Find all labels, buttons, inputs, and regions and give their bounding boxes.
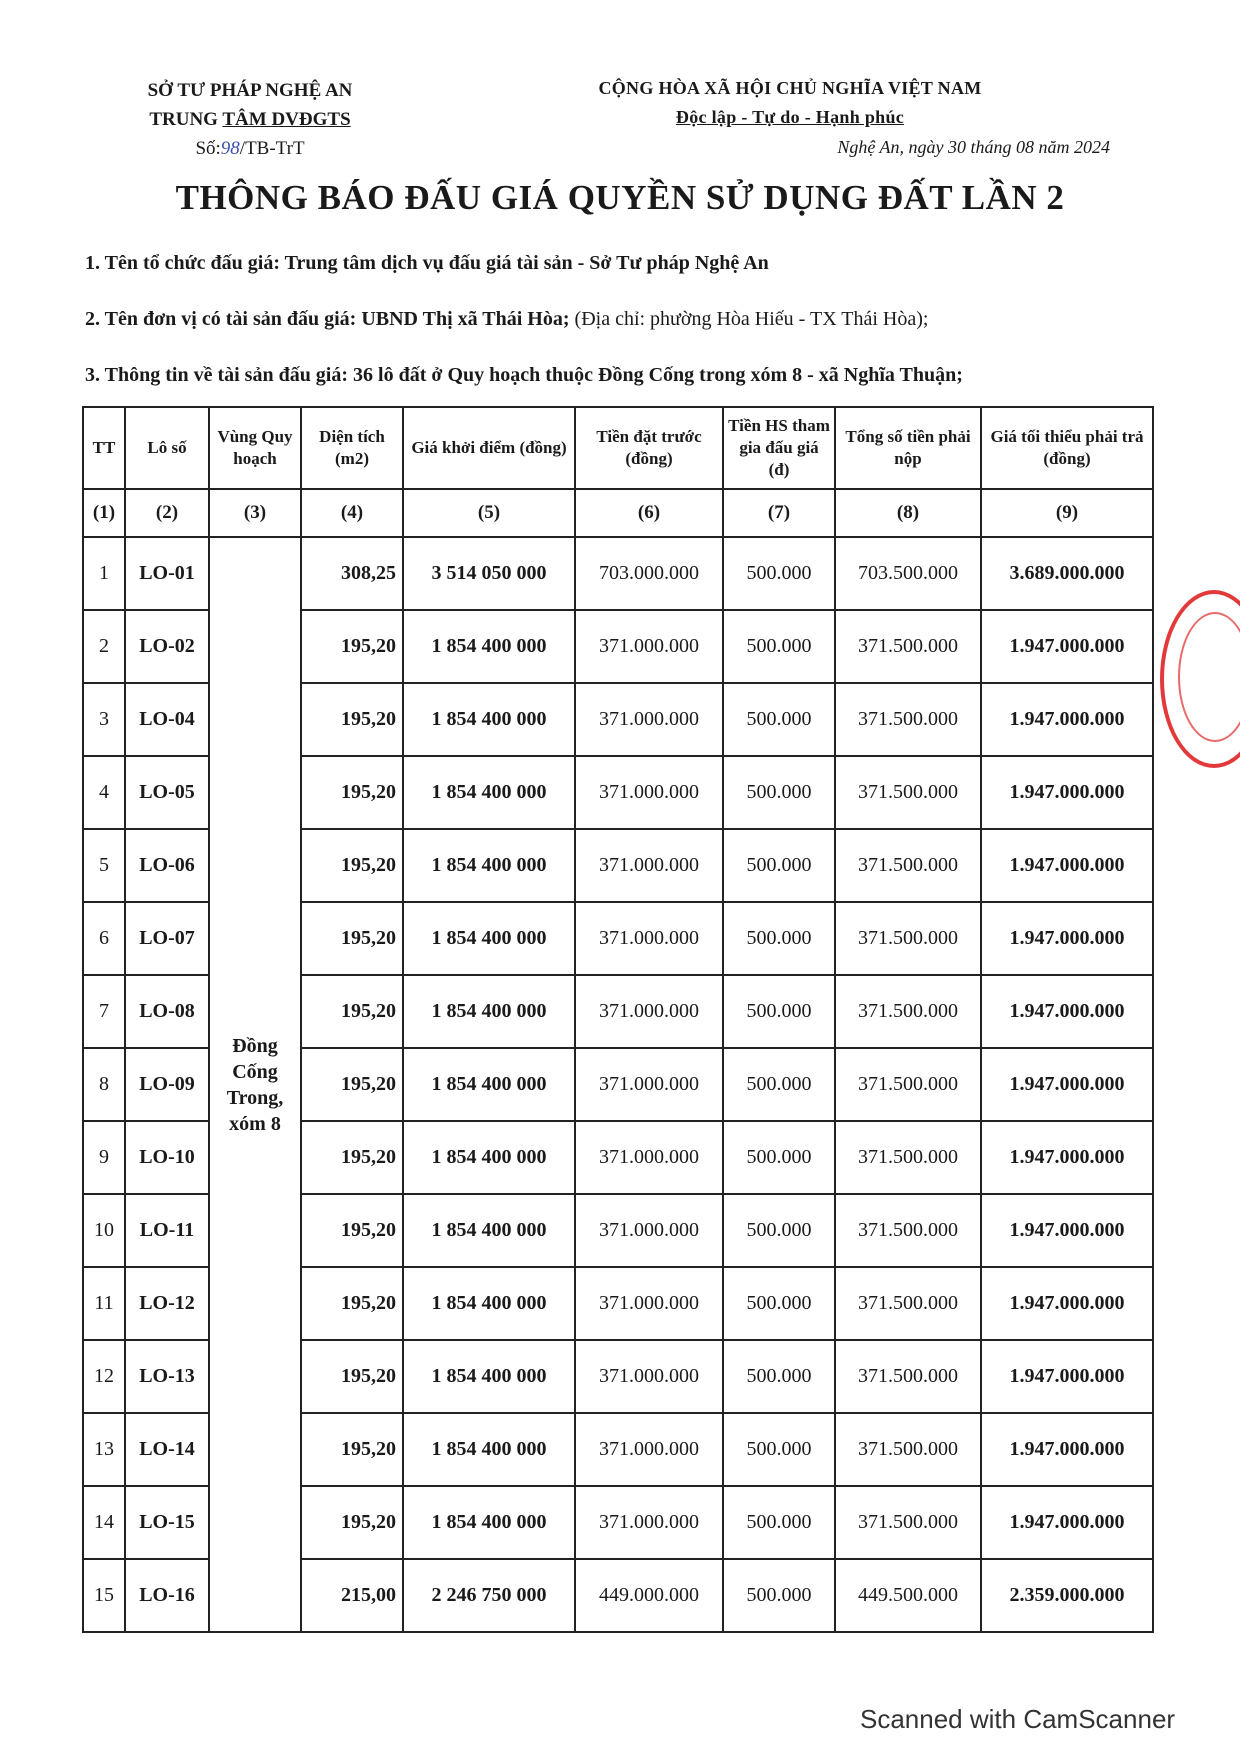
lot-number-cell: LO-02	[125, 610, 209, 683]
total-cell: 703.500.000	[835, 537, 981, 610]
min-price-cell: 1.947.000.000	[981, 829, 1153, 902]
deposit-cell: 371.000.000	[575, 975, 723, 1048]
total-cell: 371.500.000	[835, 975, 981, 1048]
index-cell: (6)	[575, 489, 723, 537]
national-motto: Độc lập - Tự do - Hạnh phúc	[675, 107, 905, 127]
min-price-cell: 1.947.000.000	[981, 902, 1153, 975]
table-row	[83, 537, 1153, 610]
starting-price-cell: 1 854 400 000	[403, 902, 575, 975]
row-number-cell: 11	[83, 1267, 125, 1340]
fee-cell: 500.000	[723, 1413, 835, 1486]
fee-cell: 500.000	[723, 1486, 835, 1559]
area-cell: 195,20	[301, 756, 403, 829]
area-cell: 195,20	[301, 902, 403, 975]
area-cell: 195,20	[301, 1048, 403, 1121]
col-header-total: Tổng số tiền phải nộp	[835, 407, 981, 489]
deposit-cell: 371.000.000	[575, 902, 723, 975]
total-cell: 449.500.000	[835, 1559, 981, 1632]
col-header-min-price: Giá tối thiểu phải trả (đồng)	[981, 407, 1153, 489]
area-cell: 195,20	[301, 1413, 403, 1486]
starting-price-cell: 1 854 400 000	[403, 829, 575, 902]
lot-number-cell: LO-16	[125, 1559, 209, 1632]
min-price-cell: 1.947.000.000	[981, 756, 1153, 829]
deposit-cell: 371.000.000	[575, 1048, 723, 1121]
total-cell: 371.500.000	[835, 829, 981, 902]
deposit-cell: 371.000.000	[575, 1340, 723, 1413]
starting-price-cell: 1 854 400 000	[403, 1267, 575, 1340]
lot-number-cell: LO-05	[125, 756, 209, 829]
document-title: THÔNG BÁO ĐẤU GIÁ QUYỀN SỬ DỤNG ĐẤT LẦN 2	[175, 178, 1065, 217]
row-number-cell: 15	[83, 1559, 125, 1632]
starting-price-cell: 1 854 400 000	[403, 756, 575, 829]
row-number-cell: 14	[83, 1486, 125, 1559]
starting-price-cell: 1 854 400 000	[403, 1121, 575, 1194]
lot-number-cell: LO-06	[125, 829, 209, 902]
row-number-cell: 3	[83, 683, 125, 756]
total-cell: 371.500.000	[835, 1340, 981, 1413]
row-number-cell: 5	[83, 829, 125, 902]
index-cell: (9)	[981, 489, 1153, 537]
starting-price-cell: 1 854 400 000	[403, 975, 575, 1048]
row-number-cell: 1	[83, 537, 125, 610]
area-cell: 195,20	[301, 610, 403, 683]
deposit-cell: 371.000.000	[575, 610, 723, 683]
row-number-cell: 13	[83, 1413, 125, 1486]
area-cell: 195,20	[301, 1121, 403, 1194]
fee-cell: 500.000	[723, 1194, 835, 1267]
starting-price-cell: 2 246 750 000	[403, 1559, 575, 1632]
lot-number-cell: LO-11	[125, 1194, 209, 1267]
row-number-cell: 6	[83, 902, 125, 975]
total-cell: 371.500.000	[835, 610, 981, 683]
area-cell: 195,20	[301, 1486, 403, 1559]
total-cell: 371.500.000	[835, 1413, 981, 1486]
fee-cell: 500.000	[723, 1559, 835, 1632]
lot-number-cell: LO-07	[125, 902, 209, 975]
area-cell: 195,20	[301, 975, 403, 1048]
min-price-cell: 1.947.000.000	[981, 1486, 1153, 1559]
min-price-cell: 1.947.000.000	[981, 975, 1153, 1048]
lot-number-cell: LO-10	[125, 1121, 209, 1194]
lot-number-cell: LO-09	[125, 1048, 209, 1121]
info-line-2: 2. Tên đơn vị có tài sản đấu giá: UBND Thị xã Thái Hòa; (Địa chỉ: phường Hòa Hiếu - TX Thái Hòa);	[85, 308, 929, 330]
col-header-lot: Lô số	[125, 407, 209, 489]
fee-cell: 500.000	[723, 537, 835, 610]
total-cell: 371.500.000	[835, 902, 981, 975]
lot-number-cell: LO-15	[125, 1486, 209, 1559]
national-header	[540, 74, 1040, 132]
index-row	[83, 489, 1153, 537]
starting-price-cell: 1 854 400 000	[403, 1048, 575, 1121]
area-cell: 308,25	[301, 537, 403, 610]
area-cell: 195,20	[301, 829, 403, 902]
deposit-cell: 371.000.000	[575, 1267, 723, 1340]
row-number-cell: 10	[83, 1194, 125, 1267]
col-header-starting-price: Giá khởi điểm (đồng)	[403, 407, 575, 489]
fee-cell: 500.000	[723, 1048, 835, 1121]
min-price-cell: 1.947.000.000	[981, 1048, 1153, 1121]
country-name: CỘNG HÒA XÃ HỘI CHỦ NGHĨA VIỆT NAM	[598, 78, 982, 98]
deposit-cell: 371.000.000	[575, 829, 723, 902]
area-cell: 195,20	[301, 1267, 403, 1340]
total-cell: 371.500.000	[835, 1048, 981, 1121]
starting-price-cell: 1 854 400 000	[403, 1340, 575, 1413]
deposit-cell: 371.000.000	[575, 1194, 723, 1267]
lot-number-cell: LO-08	[125, 975, 209, 1048]
total-cell: 371.500.000	[835, 1486, 981, 1559]
issuer-block	[100, 76, 400, 163]
fee-cell: 500.000	[723, 1340, 835, 1413]
region-cell: Đồng Cống Trong, xóm 8	[209, 537, 301, 1632]
scanner-watermark: Scanned with CamScanner	[860, 1704, 1176, 1734]
min-price-cell: 1.947.000.000	[981, 1267, 1153, 1340]
min-price-cell: 1.947.000.000	[981, 1194, 1153, 1267]
col-header-region: Vùng Quy hoạch	[209, 407, 301, 489]
row-number-cell: 8	[83, 1048, 125, 1121]
fee-cell: 500.000	[723, 975, 835, 1048]
table-header-row	[83, 407, 1153, 489]
col-header-tt: TT	[83, 407, 125, 489]
min-price-cell: 2.359.000.000	[981, 1559, 1153, 1632]
starting-price-cell: 3 514 050 000	[403, 537, 575, 610]
col-header-fee: Tiền HS tham gia đấu giá (đ)	[723, 407, 835, 489]
document-number: Số:98/TB-TrT	[195, 138, 305, 159]
area-cell: 215,00	[301, 1559, 403, 1632]
lot-number-cell: LO-13	[125, 1340, 209, 1413]
index-cell: (2)	[125, 489, 209, 537]
min-price-cell: 1.947.000.000	[981, 1413, 1153, 1486]
fee-cell: 500.000	[723, 1267, 835, 1340]
lot-number-cell: LO-14	[125, 1413, 209, 1486]
deposit-cell: 449.000.000	[575, 1559, 723, 1632]
col-header-deposit: Tiền đặt trước (đồng)	[575, 407, 723, 489]
deposit-cell: 371.000.000	[575, 683, 723, 756]
fee-cell: 500.000	[723, 902, 835, 975]
row-number-cell: 2	[83, 610, 125, 683]
lot-number-cell: LO-01	[125, 537, 209, 610]
index-cell: (1)	[83, 489, 125, 537]
starting-price-cell: 1 854 400 000	[403, 610, 575, 683]
fee-cell: 500.000	[723, 610, 835, 683]
fee-cell: 500.000	[723, 683, 835, 756]
fee-cell: 500.000	[723, 756, 835, 829]
index-cell: (8)	[835, 489, 981, 537]
min-price-cell: 1.947.000.000	[981, 1121, 1153, 1194]
auction-table	[82, 406, 1154, 1633]
row-number-cell: 7	[83, 975, 125, 1048]
deposit-cell: 371.000.000	[575, 756, 723, 829]
total-cell: 371.500.000	[835, 756, 981, 829]
min-price-cell: 1.947.000.000	[981, 683, 1153, 756]
total-cell: 371.500.000	[835, 1121, 981, 1194]
total-cell: 371.500.000	[835, 1267, 981, 1340]
deposit-cell: 371.000.000	[575, 1121, 723, 1194]
info-line-1: 1. Tên tổ chức đấu giá: Trung tâm dịch vụ đấu giá tài sản - Sở Tư pháp Nghệ An	[85, 252, 769, 274]
total-cell: 371.500.000	[835, 683, 981, 756]
fee-cell: 500.000	[723, 1121, 835, 1194]
index-cell: (4)	[301, 489, 403, 537]
info-line-3: 3. Thông tin về tài sản đấu giá: 36 lô đất ở Quy hoạch thuộc Đồng Cống trong xóm 8 - xã Nghĩa Thuận;	[85, 364, 963, 386]
lot-number-cell: LO-04	[125, 683, 209, 756]
area-cell: 195,20	[301, 683, 403, 756]
deposit-cell: 703.000.000	[575, 537, 723, 610]
col-header-area: Diện tích (m2)	[301, 407, 403, 489]
issue-date: Nghệ An, ngày 30 tháng 08 năm 2024	[837, 137, 1110, 157]
min-price-cell: 1.947.000.000	[981, 610, 1153, 683]
starting-price-cell: 1 854 400 000	[403, 1413, 575, 1486]
starting-price-cell: 1 854 400 000	[403, 683, 575, 756]
starting-price-cell: 1 854 400 000	[403, 1486, 575, 1559]
center-name: TRUNG TÂM DVĐGTS	[149, 109, 351, 130]
index-cell: (3)	[209, 489, 301, 537]
index-cell: (7)	[723, 489, 835, 537]
lot-number-cell: LO-12	[125, 1267, 209, 1340]
starting-price-cell: 1 854 400 000	[403, 1194, 575, 1267]
deposit-cell: 371.000.000	[575, 1486, 723, 1559]
deposit-cell: 371.000.000	[575, 1413, 723, 1486]
area-cell: 195,20	[301, 1194, 403, 1267]
row-number-cell: 4	[83, 756, 125, 829]
index-cell: (5)	[403, 489, 575, 537]
row-number-cell: 9	[83, 1121, 125, 1194]
min-price-cell: 1.947.000.000	[981, 1340, 1153, 1413]
area-cell: 195,20	[301, 1340, 403, 1413]
agency-name: SỞ TƯ PHÁP NGHỆ AN	[147, 80, 353, 101]
total-cell: 371.500.000	[835, 1194, 981, 1267]
row-number-cell: 12	[83, 1340, 125, 1413]
fee-cell: 500.000	[723, 829, 835, 902]
min-price-cell: 3.689.000.000	[981, 537, 1153, 610]
